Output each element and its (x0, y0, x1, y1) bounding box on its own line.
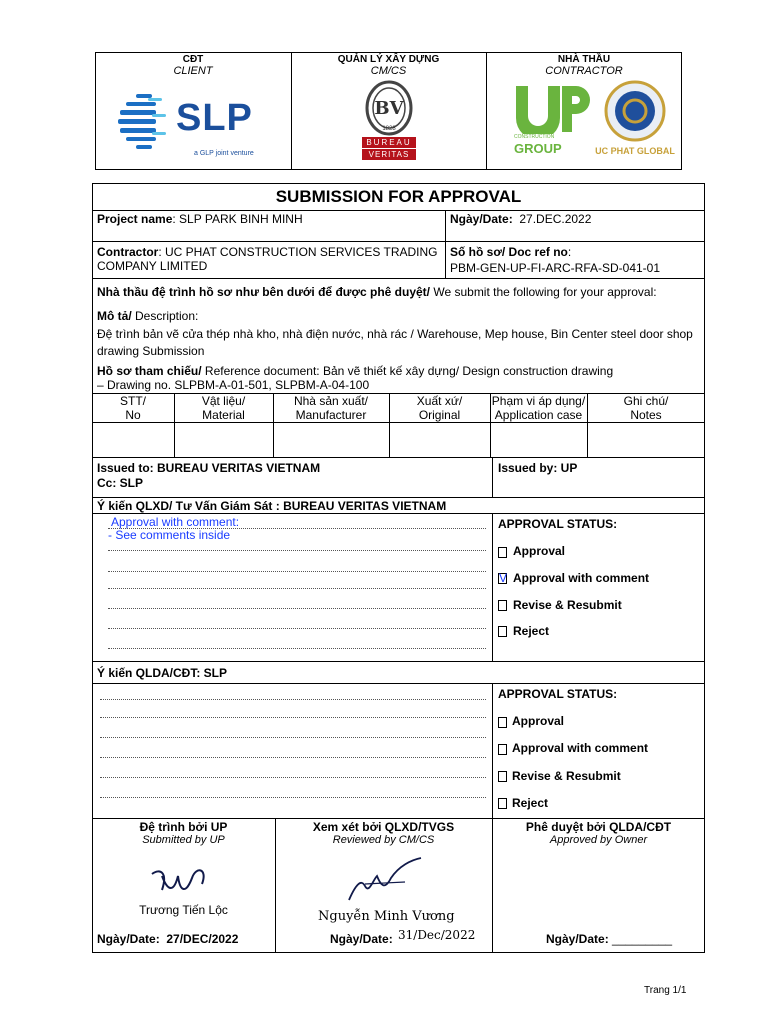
row-divider (92, 513, 705, 514)
reviewer-signature (345, 856, 425, 906)
comment-line (108, 648, 486, 649)
svg-text:BV: BV (374, 98, 404, 119)
up-logo-sub1: CONSTRUCTION (514, 134, 555, 140)
reviewer-comment: Approval with comment: (111, 515, 240, 529)
client-title: CĐT (182, 54, 204, 65)
table-header-application: Phạm vi áp dụng/ Application case (491, 394, 586, 422)
table-bottom (92, 457, 705, 458)
reference-document-line2: – Drawing no. SLPBM-A-01-501, SLPBM-A-04-100 (97, 378, 370, 392)
cmcs-review-heading: Ý kiến QLXD/ Tư Vấn Giám Sát : BUREAU VERITAS VIETNAM (97, 499, 447, 513)
comment-line (108, 571, 486, 572)
cmcs-subtitle: CM/CS (370, 65, 407, 77)
doc-ref-value: PBM-GEN-UP-FI-ARC-RFA-SD-041-01 (450, 261, 661, 275)
up-logo-sub2: GROUP (514, 141, 562, 156)
approval-with-comment-label: Approval with comment (513, 571, 650, 585)
contractor-title: NHÀ THẦU (557, 54, 611, 65)
issued-to: Issued to: BUREAU VERITAS VIETNAM (97, 461, 321, 475)
description-line: Đệ trình bản vẽ cửa thép nhà kho, nhà điện nước, nhà rác / Warehouse, Mep house, Bin Center steel door shop (97, 327, 693, 341)
issued-by: Issued by: UP (498, 461, 578, 475)
approved-by-subtitle: Approved by Owner (549, 834, 648, 846)
uc-phat-seal-icon (603, 80, 667, 142)
uc-phat-global-logo (592, 80, 678, 160)
submitted-by-title: Đệ trình bởi UP (139, 820, 228, 834)
reject-checkbox[interactable] (498, 798, 507, 809)
col-divider (492, 683, 493, 818)
comment-line (100, 737, 486, 738)
reviewer-date-value: 31/Dec/2022 (398, 928, 476, 942)
slp-logo (118, 92, 278, 162)
approved-by-title: Phê duyệt bởi QLDA/CĐT (525, 820, 672, 834)
comment-line (100, 757, 486, 758)
table-header-bottom (92, 422, 705, 423)
project-name: Project name: SLP PARK BINH MINH (97, 212, 303, 226)
approval-option-label: Approval (512, 714, 565, 728)
reject-label: Reject (513, 624, 550, 638)
comment-line (108, 588, 486, 589)
reject-checkbox[interactable] (498, 626, 507, 637)
slp-globe-icon (118, 92, 178, 152)
slp-logo-tagline: a GLP joint venture (194, 150, 254, 157)
bureau-veritas-logo (362, 80, 416, 162)
submitter-name: Trương Tiến Lộc (139, 903, 228, 917)
bv-logo-bottom: VERITAS (362, 149, 416, 160)
page-number: Trang 1/1 (644, 985, 687, 996)
row-divider (92, 241, 705, 242)
client-subtitle: CLIENT (173, 65, 213, 77)
reviewed-by-subtitle: Reviewed by CM/CS (332, 834, 435, 846)
approval-option-label: Approval (513, 544, 566, 558)
comment-line (100, 777, 486, 778)
owner-review-heading: Ý kiến QLDA/CĐT: SLP (97, 666, 228, 680)
table-header-notes: Ghi chú/ Notes (623, 394, 669, 422)
submitter-signature (148, 864, 218, 900)
bv-logo-top: BUREAU (362, 137, 416, 148)
up-construction-logo (514, 84, 590, 158)
revise-resubmit-checkbox[interactable] (498, 600, 507, 611)
description-line: drawing Submission (97, 344, 205, 358)
approval-status-label: APPROVAL STATUS: (498, 517, 618, 531)
contractor-field: Contractor: UC PHAT CONSTRUCTION SERVICES TRADING (97, 245, 438, 259)
reviewed-by-title: Xem xét bởi QLXD/TVGS (312, 820, 455, 834)
slp-logo-text: SLP (176, 97, 253, 139)
table-header-original: Xuất xứ/ Original (416, 394, 463, 422)
bv-logo-year: 1828 (382, 126, 396, 132)
col-divider (492, 513, 493, 661)
reviewer-comment: - See comments inside (108, 528, 231, 542)
comment-line (108, 550, 486, 551)
approval-status-label: APPROVAL STATUS: (498, 687, 618, 701)
check-mark: V (499, 571, 508, 585)
row-divider (92, 818, 705, 819)
row-divider (92, 683, 705, 684)
row-divider (92, 661, 705, 662)
approval-with-comment-checkbox[interactable] (498, 744, 507, 755)
approver-date: Ngày/Date: _________ (546, 932, 673, 946)
contractor-subtitle: CONTRACTOR (545, 65, 623, 77)
comment-line (100, 797, 486, 798)
reject-label: Reject (512, 796, 549, 810)
contractor-field-line2: COMPANY LIMITED (97, 259, 208, 273)
submit-statement: Nhà thầu đệ trình hồ sơ như bên dưới để được phê duyệt/ We submit the following for your approval: (97, 285, 657, 299)
uc-phat-logo-text: UC PHAT GLOBAL (595, 146, 675, 156)
revise-resubmit-checkbox[interactable] (498, 771, 507, 782)
date-field: Ngày/Date: 27.DEC.2022 (450, 212, 592, 226)
reviewer-name: Nguyễn Minh Vương (318, 909, 455, 924)
approval-with-comment-label: Approval with comment (512, 741, 649, 755)
form-title: SUBMISSION FOR APPROVAL (275, 187, 522, 206)
approval-checkbox[interactable] (498, 547, 507, 558)
up-logo-icon (514, 84, 590, 134)
reviewer-date: Ngày/Date: (330, 932, 393, 946)
col-divider (492, 457, 493, 497)
revise-resubmit-label: Revise & Resubmit (513, 598, 622, 612)
description-label: Mô tả/ Description: (97, 309, 199, 323)
comment-line (108, 628, 486, 629)
submitter-date: Ngày/Date: 27/DEC/2022 (97, 932, 239, 946)
comment-line (108, 608, 486, 609)
comment-line (100, 717, 486, 718)
approval-checkbox[interactable] (498, 717, 507, 728)
col-divider (445, 210, 446, 278)
cmcs-title: QUẢN LÝ XÂY DỰNG (337, 54, 440, 65)
revise-resubmit-label: Revise & Resubmit (512, 769, 621, 783)
submitted-by-subtitle: Submitted by UP (142, 834, 225, 846)
doc-ref-field: Số hồ sơ/ Doc ref no: (450, 245, 572, 259)
row-divider (92, 278, 705, 279)
table-header-material: Vật liệu/ Material (201, 394, 246, 422)
row-divider (92, 497, 705, 498)
comment-line (100, 699, 486, 700)
table-header-no: STT/ No (120, 394, 146, 422)
reference-document: Hồ sơ tham chiếu/ Reference document: Bản vẽ thiết kế xây dựng/ Design construction drawing (97, 364, 614, 378)
row-divider (92, 210, 705, 211)
cc-field: Cc: SLP (97, 476, 144, 490)
table-header-manufacturer: Nhà sản xuất/ Manufacturer (293, 394, 369, 422)
